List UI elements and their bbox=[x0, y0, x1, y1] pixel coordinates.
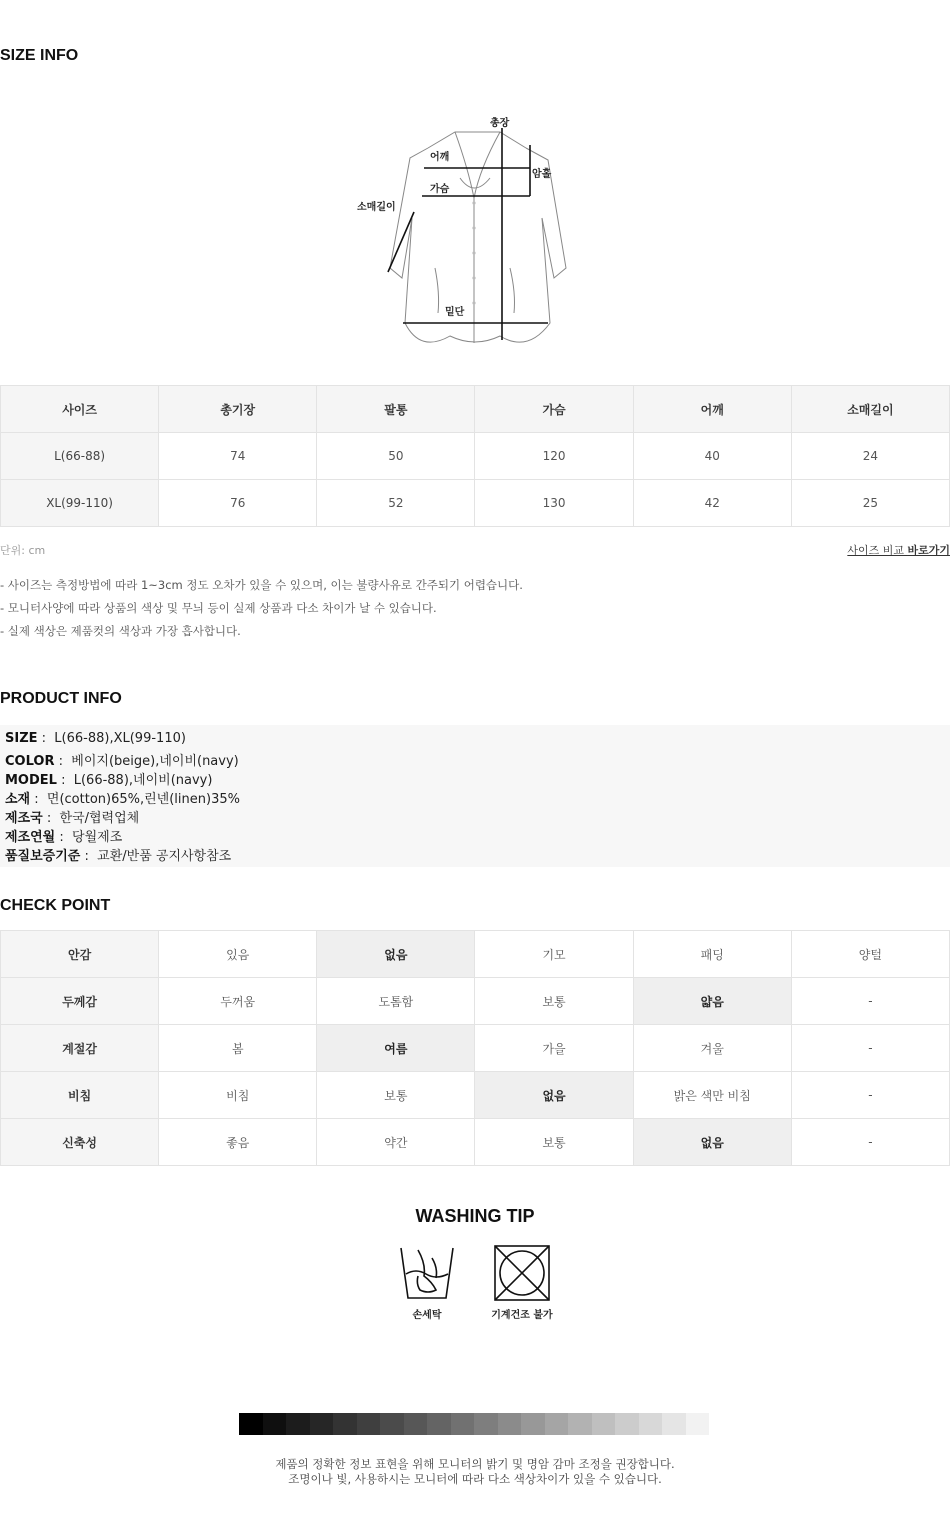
grayscale-swatch bbox=[286, 1413, 310, 1435]
unit-label: 단위: cm bbox=[0, 544, 46, 557]
grayscale-swatch bbox=[451, 1413, 475, 1435]
table-row bbox=[1, 931, 950, 978]
product-row: MODEL : L(66-88),네이비(navy) bbox=[5, 773, 213, 788]
grayscale-swatch bbox=[310, 1413, 334, 1435]
size-value-cell: 25 bbox=[791, 480, 949, 527]
product-row: 제조국 : 한국/협력업체 bbox=[5, 811, 140, 826]
product-row-label: COLOR bbox=[5, 754, 55, 769]
hand-wash-icon bbox=[398, 1244, 456, 1306]
table-row bbox=[1, 1025, 950, 1072]
diagram-label-total: 총장 bbox=[490, 118, 510, 129]
grayscale-swatch bbox=[545, 1413, 569, 1435]
size-compare-prefix: 사이즈 비교 bbox=[847, 544, 904, 557]
check-point-label: 안감 bbox=[1, 931, 159, 978]
check-point-option: 밝은 색만 비침 bbox=[633, 1072, 791, 1119]
size-compare-go: 바로가기 bbox=[907, 544, 950, 557]
grayscale-swatch bbox=[521, 1413, 545, 1435]
size-value-cell: 76 bbox=[159, 480, 317, 527]
product-row-value: 한국/협력업체 bbox=[59, 811, 140, 826]
table-row bbox=[1, 1119, 950, 1166]
grayscale-swatch bbox=[239, 1413, 263, 1435]
check-point-option: - bbox=[791, 1119, 949, 1166]
grayscale-swatch bbox=[474, 1413, 498, 1435]
check-point-option: 약간 bbox=[317, 1119, 475, 1166]
check-point-label: 신축성 bbox=[1, 1119, 159, 1166]
diagram-label-hem: 밑단 bbox=[445, 307, 465, 318]
grayscale-swatch bbox=[568, 1413, 592, 1435]
check-point-option-selected: 없음 bbox=[633, 1119, 791, 1166]
grayscale-swatch bbox=[639, 1413, 663, 1435]
table-row bbox=[1, 1072, 950, 1119]
table-row bbox=[1, 433, 950, 480]
hand-wash-label: 손세탁 bbox=[412, 1310, 442, 1321]
product-row-value: 베이지(beige),네이비(navy) bbox=[71, 754, 239, 769]
size-note: - 사이즈는 측정방법에 따라 1~3cm 정도 오차가 있을 수 있으며, 이는 불량사유로 간주되기 어렵습니다. bbox=[0, 578, 523, 592]
size-value-cell: 40 bbox=[633, 433, 791, 480]
product-row-value: 교환/반품 공지사항참조 bbox=[97, 849, 232, 864]
grayscale-swatch bbox=[592, 1413, 616, 1435]
product-row-value: L(66-88),네이비(navy) bbox=[73, 773, 213, 788]
check-point-option: - bbox=[791, 1025, 949, 1072]
check-point-option: 좋음 bbox=[159, 1119, 317, 1166]
product-row-label: 소재 bbox=[5, 792, 31, 807]
grayscale-swatch bbox=[662, 1413, 686, 1435]
size-table bbox=[0, 385, 950, 527]
check-point-option: 기모 bbox=[475, 931, 633, 978]
check-point-option: 보통 bbox=[317, 1072, 475, 1119]
diagram-label-chest: 가슴 bbox=[430, 184, 450, 195]
check-point-option: 보통 bbox=[475, 1119, 633, 1166]
grayscale-swatch bbox=[357, 1413, 381, 1435]
size-header-cell: 팔통 bbox=[317, 386, 475, 433]
check-point-option: - bbox=[791, 978, 949, 1025]
check-point-label: 비침 bbox=[1, 1072, 159, 1119]
check-point-option: 양털 bbox=[791, 931, 949, 978]
size-value-cell: 130 bbox=[475, 480, 633, 527]
grayscale-swatch bbox=[333, 1413, 357, 1435]
footer-line: 조명이나 빛, 사용하시는 모니터에 따라 다소 색상차이가 있을 수 있습니다. bbox=[288, 1472, 662, 1486]
grayscale-swatch bbox=[263, 1413, 287, 1435]
footer-line: 제품의 정확한 정보 표현을 위해 모니터의 밝기 및 명암 감마 조정을 권장합니다. bbox=[275, 1457, 675, 1471]
diagram-label-armhole: 암홀 bbox=[532, 169, 552, 180]
size-header-cell: 어깨 bbox=[633, 386, 791, 433]
grayscale-bar bbox=[239, 1413, 709, 1435]
size-label-cell: L(66-88) bbox=[1, 433, 159, 480]
check-point-option-selected: 여름 bbox=[317, 1025, 475, 1072]
size-value-cell: 50 bbox=[317, 433, 475, 480]
size-value-cell: 74 bbox=[159, 433, 317, 480]
grayscale-swatch bbox=[615, 1413, 639, 1435]
grayscale-swatch bbox=[498, 1413, 522, 1435]
product-row: 제조연월 : 당월제조 bbox=[5, 830, 123, 845]
footer-notice bbox=[0, 1457, 950, 1487]
size-header-cell: 가슴 bbox=[475, 386, 633, 433]
size-value-cell: 120 bbox=[475, 433, 633, 480]
grayscale-swatch bbox=[404, 1413, 428, 1435]
diagram-label-sleeve: 소매길이 bbox=[357, 202, 396, 213]
product-row-value: 면(cotton)65%,린넨(linen)35% bbox=[46, 792, 240, 807]
check-point-option: 도톰함 bbox=[317, 978, 475, 1025]
product-row-label: SIZE bbox=[5, 731, 38, 746]
product-row: COLOR : 베이지(beige),네이비(navy) bbox=[5, 754, 239, 769]
table-row bbox=[1, 978, 950, 1025]
check-point-option-selected: 얇음 bbox=[633, 978, 791, 1025]
size-compare-link[interactable] bbox=[847, 542, 950, 558]
grayscale-swatch bbox=[427, 1413, 451, 1435]
check-point-option: 겨울 bbox=[633, 1025, 791, 1072]
size-header-cell: 총기장 bbox=[159, 386, 317, 433]
size-info-title: SIZE INFO bbox=[0, 47, 79, 64]
product-row-value: 당월제조 bbox=[72, 830, 123, 845]
check-point-option: 비침 bbox=[159, 1072, 317, 1119]
product-row-label: 제조연월 bbox=[5, 830, 56, 845]
product-row: 품질보증기준 : 교환/반품 공지사항참조 bbox=[5, 849, 232, 864]
check-point-option: 가을 bbox=[475, 1025, 633, 1072]
check-point-option: 두꺼움 bbox=[159, 978, 317, 1025]
check-point-option: - bbox=[791, 1072, 949, 1119]
size-note: - 모니터사양에 따라 상품의 색상 및 무늬 등이 실제 상품과 다소 차이가 날 수 있습니다. bbox=[0, 601, 437, 615]
product-row-label: 제조국 bbox=[5, 811, 43, 826]
check-point-label: 두께감 bbox=[1, 978, 159, 1025]
check-point-option: 봄 bbox=[159, 1025, 317, 1072]
shirt-dress-illustration bbox=[350, 108, 600, 358]
grayscale-swatch bbox=[380, 1413, 404, 1435]
check-point-option: 보통 bbox=[475, 978, 633, 1025]
product-row-label: MODEL bbox=[5, 773, 57, 788]
size-label-cell: XL(99-110) bbox=[1, 480, 159, 527]
size-notes bbox=[0, 574, 523, 643]
garment-diagram bbox=[350, 108, 600, 358]
no-machine-dry-label: 기계건조 불가 bbox=[491, 1310, 553, 1321]
check-point-option: 패딩 bbox=[633, 931, 791, 978]
check-point-table bbox=[0, 930, 950, 1166]
grayscale-swatch bbox=[686, 1413, 710, 1435]
product-info-title: PRODUCT INFO bbox=[0, 690, 122, 707]
table-row bbox=[1, 480, 950, 527]
size-table-header bbox=[1, 386, 950, 433]
check-point-option-selected: 없음 bbox=[317, 931, 475, 978]
check-point-label: 계절감 bbox=[1, 1025, 159, 1072]
check-point-option: 있음 bbox=[159, 931, 317, 978]
size-value-cell: 24 bbox=[791, 433, 949, 480]
no-machine-dry-icon bbox=[492, 1244, 552, 1306]
product-row-label: 품질보증기준 bbox=[5, 849, 81, 864]
product-row-value: L(66-88),XL(99-110) bbox=[54, 731, 186, 746]
product-info-box bbox=[0, 725, 950, 867]
size-header-cell: 사이즈 bbox=[1, 386, 159, 433]
product-row: 소재 : 면(cotton)65%,린넨(linen)35% bbox=[5, 792, 240, 807]
size-note: - 실제 색상은 제품컷의 색상과 가장 흡사합니다. bbox=[0, 624, 241, 638]
size-value-cell: 42 bbox=[633, 480, 791, 527]
diagram-label-shoulder: 어깨 bbox=[430, 152, 450, 163]
check-point-title: CHECK POINT bbox=[0, 897, 111, 914]
size-value-cell: 52 bbox=[317, 480, 475, 527]
size-header-cell: 소매길이 bbox=[791, 386, 949, 433]
check-point-option-selected: 없음 bbox=[475, 1072, 633, 1119]
washing-tip-title: WASHING TIP bbox=[415, 1206, 535, 1226]
product-row: SIZE : L(66-88),XL(99-110) bbox=[5, 731, 186, 746]
